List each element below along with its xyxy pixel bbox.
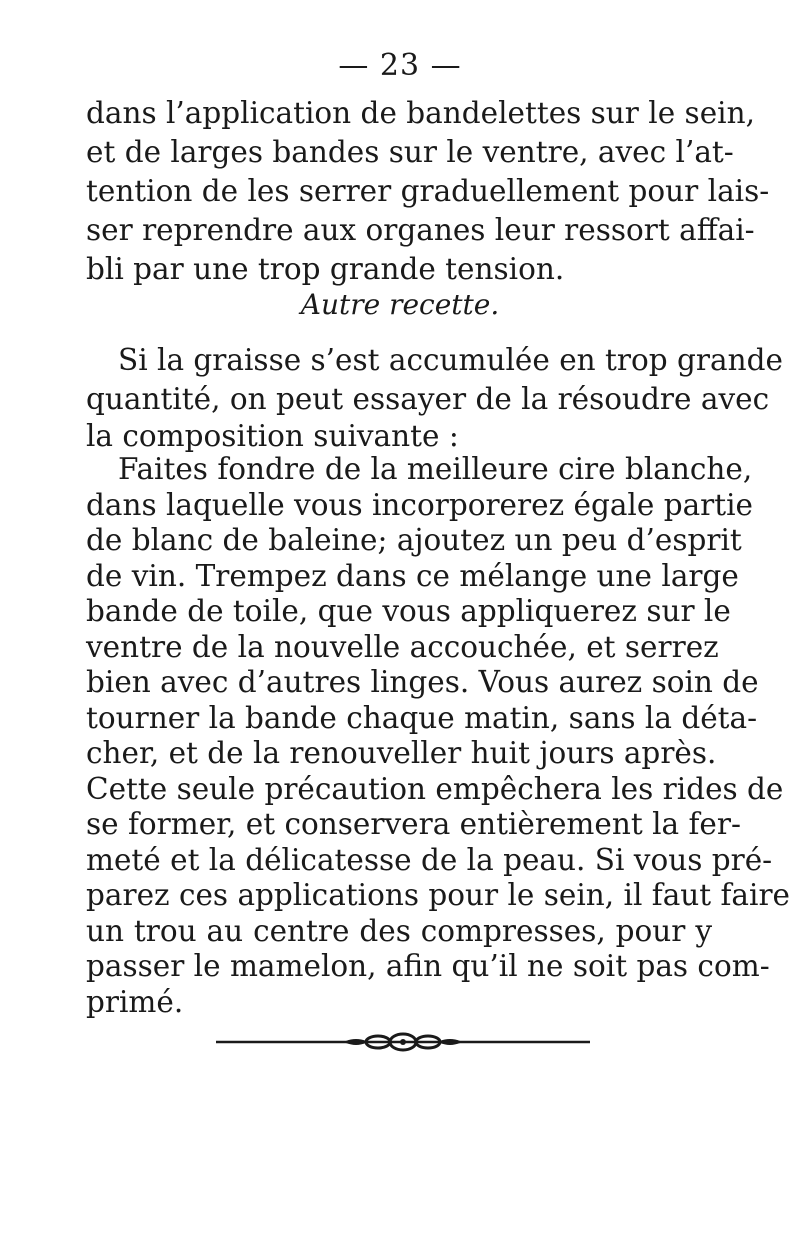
text-line: dans l’application de bandelettes sur le sein, — [86, 96, 755, 130]
text-line: Si la graisse s’est accumulée en trop grande — [118, 343, 783, 377]
text-line: bli par une trop grande tension. — [86, 252, 565, 286]
text-line: parez ces applications pour le sein, il faut faire — [86, 878, 791, 912]
text-line: se former, et conservera entièrement la fer- — [86, 807, 741, 841]
text-line: la composition suivante : — [86, 419, 459, 453]
text-line: Faites fondre de la meilleure cire blanche, — [118, 452, 753, 486]
text-line: de blanc de baleine; ajoutez un peu d’esprit — [86, 523, 742, 557]
text-line: quantité, on peut essayer de la résoudre avec — [86, 382, 770, 416]
text-line: tention de les serrer graduellement pour lais- — [86, 174, 770, 208]
text-line: ser reprendre aux organes leur ressort affai- — [86, 213, 755, 247]
text-line: meté et la délicatesse de la peau. Si vous pré- — [86, 843, 773, 877]
text-line: passer le mamelon, afin qu’il ne soit pas com- — [86, 949, 770, 983]
text-line: bande de toile, que vous appliquerez sur le — [86, 594, 731, 628]
text-line: de vin. Trempez dans ce mélange une large — [86, 559, 739, 593]
text-line: primé. — [86, 985, 184, 1019]
text-line: dans laquelle vous incorporerez égale partie — [86, 488, 754, 522]
section-subheading: Autre recette. — [300, 288, 500, 321]
text-line: bien avec d’autres linges. Vous aurez soin de — [86, 665, 759, 699]
text-line: et de larges bandes sur le ventre, avec l’at- — [86, 135, 734, 169]
text-line: un trou au centre des compresses, pour y — [86, 914, 712, 948]
text-line: tourner la bande chaque matin, sans la déta- — [86, 701, 758, 735]
page-number: — 23 — — [338, 48, 462, 83]
text-line: cher, et de la renouveller huit jours après. — [86, 736, 717, 770]
text-line: ventre de la nouvelle accouchée, et serrez — [86, 630, 719, 664]
text-line: Cette seule précaution empêchera les rides de — [86, 772, 784, 806]
tailpiece-ornament — [216, 1030, 590, 1054]
